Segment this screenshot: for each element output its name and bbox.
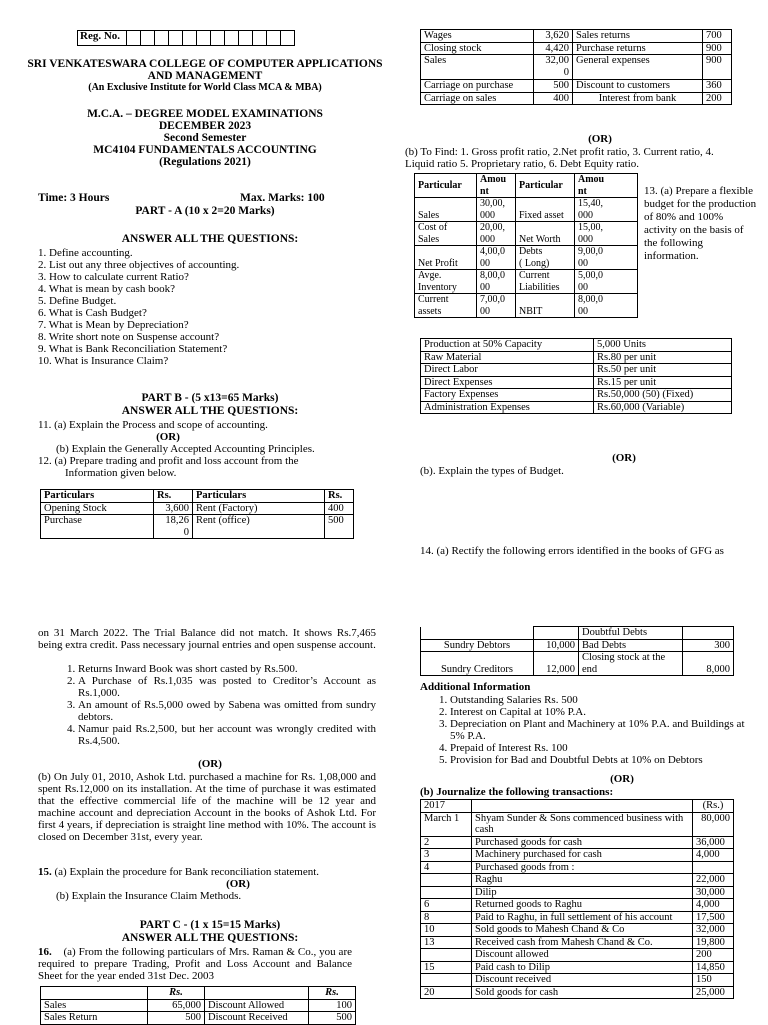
table-cell: Sales bbox=[41, 999, 148, 1012]
table-cell: Rent (Factory) bbox=[193, 502, 325, 515]
table-cell: Interest from bank bbox=[573, 92, 703, 105]
table-row bbox=[421, 800, 734, 813]
table-cell: 5,00,0 00 bbox=[575, 270, 638, 294]
table-cell bbox=[693, 861, 734, 874]
table-cell: Bad Debts bbox=[579, 639, 683, 652]
table-cell bbox=[421, 974, 472, 987]
table-cell: Discount received bbox=[472, 974, 693, 987]
table-cell: 20 bbox=[421, 986, 472, 999]
table-cell: Fixed asset bbox=[516, 198, 575, 222]
table-cell: Cost of Sales bbox=[415, 222, 477, 246]
table-row bbox=[421, 80, 732, 93]
table-row bbox=[41, 999, 356, 1012]
table-cell: 400 bbox=[325, 502, 354, 515]
q11b: (b) Explain the Generally Accepted Accounting Principles. bbox=[56, 443, 315, 455]
col-header: Particular bbox=[516, 174, 575, 198]
table-row bbox=[421, 389, 732, 402]
table-cell: 150 bbox=[693, 974, 734, 987]
table-cell: 200 bbox=[693, 949, 734, 962]
question-item: 6. What is Cash Budget? bbox=[38, 307, 147, 319]
additional-info-title: Additional Information bbox=[420, 681, 531, 693]
table-cell: 100 bbox=[309, 999, 356, 1012]
semester: Second Semester bbox=[163, 132, 247, 144]
trading-table-cont bbox=[420, 29, 732, 105]
table-row bbox=[415, 198, 638, 222]
list-item: 3. Depreciation on Plant and Machinery at 10% P.A. and Buildings at 5% P.A. bbox=[450, 718, 755, 742]
table-cell: 300 bbox=[683, 639, 734, 652]
col-header bbox=[41, 987, 148, 1000]
table-cell bbox=[421, 874, 472, 887]
table-cell: 9,00,0 00 bbox=[575, 246, 638, 270]
q15-number: 15. bbox=[38, 866, 52, 878]
table-cell: 32,000 bbox=[693, 924, 734, 937]
list-item: 1. Outstanding Salaries Rs. 500 bbox=[450, 694, 755, 706]
college-tagline: (An Exclusive Institute for World Class MCA & MBA) bbox=[88, 82, 322, 93]
table-row bbox=[421, 364, 732, 377]
table-row bbox=[415, 270, 638, 294]
list-item: 1. Returns Inward Book was short casted by Rs.500. bbox=[78, 663, 376, 675]
question-item: 10. What is Insurance Claim? bbox=[38, 355, 169, 367]
table-cell: Purchase bbox=[41, 515, 154, 539]
table-cell bbox=[472, 800, 693, 813]
regulations: (Regulations 2021) bbox=[159, 156, 251, 168]
table-cell: Net Profit bbox=[415, 246, 477, 270]
table-cell: Sold goods for cash bbox=[472, 986, 693, 999]
col-header: Particular bbox=[415, 174, 477, 198]
table-row bbox=[421, 961, 734, 974]
table-row bbox=[421, 812, 734, 836]
part-c-title: PART C - (1 x 15=15 Marks) bbox=[139, 919, 281, 931]
college-name: SRI VENKATESWARA COLLEGE OF COMPUTER APPLICATIONS bbox=[27, 58, 383, 70]
q12a-cont: Information given below. bbox=[65, 467, 177, 479]
course-title: MC4104 FUNDAMENTALS ACCOUNTING bbox=[93, 144, 317, 156]
table-cell: Raw Material bbox=[421, 351, 594, 364]
table-row bbox=[421, 949, 734, 962]
question-item: 8. Write short note on Suspense account? bbox=[38, 331, 220, 343]
table-cell bbox=[683, 627, 734, 640]
table-cell: Doubtful Debts bbox=[579, 627, 683, 640]
table-cell: Administration Expenses bbox=[421, 401, 594, 414]
reg-no-label: Reg. No. bbox=[78, 31, 127, 46]
table-cell: Rs.15 per unit bbox=[594, 376, 732, 389]
journal-table bbox=[420, 799, 734, 999]
q13b: (b). Explain the types of Budget. bbox=[420, 465, 564, 477]
table-cell: 8,00,0 00 bbox=[477, 270, 516, 294]
table-cell: Rent (office) bbox=[193, 515, 325, 539]
list-item: 5. Provision for Bad and Doubtful Debts at 10% on Debtors bbox=[450, 754, 755, 766]
table-cell: 700 bbox=[703, 30, 732, 43]
col-header: Rs. bbox=[148, 987, 205, 1000]
table-cell: Debts ( Long) bbox=[516, 246, 575, 270]
ratio-table bbox=[414, 173, 638, 318]
table-cell: NBIT bbox=[516, 294, 575, 318]
part-a-title: PART - A (10 x 2=20 Marks) bbox=[135, 205, 275, 217]
or-label: (OR) bbox=[610, 773, 634, 785]
table-cell: Current Liabilities bbox=[516, 270, 575, 294]
table-cell: 6 bbox=[421, 899, 472, 912]
table-cell: 4,00,0 00 bbox=[477, 246, 516, 270]
table-row bbox=[421, 30, 732, 43]
table-cell: Factory Expenses bbox=[421, 389, 594, 402]
table-row bbox=[41, 502, 354, 515]
table-cell: 10 bbox=[421, 924, 472, 937]
table-cell: 7,00,0 00 bbox=[477, 294, 516, 318]
q15b: (b) Explain the Insurance Claim Methods. bbox=[56, 890, 242, 902]
table-row bbox=[421, 861, 734, 874]
table-cell: Rs.80 per unit bbox=[594, 351, 732, 364]
table-cell: Closing stock at the bbox=[579, 652, 683, 664]
exam-header bbox=[20, 58, 390, 168]
table-cell: Shyam Sunder & Sons commenced business with cash bbox=[472, 812, 693, 836]
table-cell: Dilip bbox=[472, 886, 693, 899]
list-item: 2. Interest on Capital at 10% P.A. bbox=[450, 706, 755, 718]
table-cell: 3,620 bbox=[534, 30, 573, 43]
table-cell bbox=[421, 652, 534, 664]
col-header bbox=[205, 987, 309, 1000]
table-cell: 13 bbox=[421, 936, 472, 949]
table-cell: 400 bbox=[534, 92, 573, 105]
table-cell: 4 bbox=[421, 861, 472, 874]
table-cell: Sales returns bbox=[573, 30, 703, 43]
or-label: (OR) bbox=[612, 452, 636, 464]
table-cell: Direct Expenses bbox=[421, 376, 594, 389]
part-a-instruction: ANSWER ALL THE QUESTIONS: bbox=[121, 233, 299, 245]
table-row bbox=[415, 294, 638, 318]
table-cell: Current assets bbox=[415, 294, 477, 318]
table-cell: 4,420 bbox=[534, 42, 573, 55]
table-cell: 2017 bbox=[421, 800, 472, 813]
question-item: 7. What is Mean by Depreciation? bbox=[38, 319, 189, 331]
table-row bbox=[415, 246, 638, 270]
table-cell: Avge. Inventory bbox=[415, 270, 477, 294]
table-cell: Closing stock bbox=[421, 42, 534, 55]
table-row bbox=[41, 515, 354, 539]
table-row bbox=[421, 351, 732, 364]
q14a-cont: on 31 March 2022. The Trial Balance did not match. It shows Rs.7,465 being extra credit. Pass necessary journal entries and open suspense account. bbox=[38, 627, 376, 651]
budget-table bbox=[420, 338, 732, 414]
part-c-instruction: ANSWER ALL THE QUESTIONS: bbox=[121, 932, 299, 944]
or-label: (OR) bbox=[226, 878, 250, 890]
q16-number: 16. bbox=[38, 946, 52, 958]
question-item: 5. Define Budget. bbox=[38, 295, 117, 307]
college-name-2: AND MANAGEMENT bbox=[147, 70, 263, 82]
table-cell: 30,000 bbox=[693, 886, 734, 899]
table-cell: Rs.50 per unit bbox=[594, 364, 732, 377]
part-a-questions bbox=[38, 247, 378, 367]
table-cell: end bbox=[579, 664, 683, 676]
table-cell: 900 bbox=[703, 55, 732, 80]
table-row bbox=[421, 92, 732, 105]
table-cell: 500 bbox=[325, 515, 354, 539]
table-row bbox=[421, 911, 734, 924]
table-cell: General expenses bbox=[573, 55, 703, 80]
table-cell: Purchase returns bbox=[573, 42, 703, 55]
table-cell bbox=[421, 627, 534, 640]
table-cell: 18,26 0 bbox=[154, 515, 193, 539]
table-cell: 20,00, 000 bbox=[477, 222, 516, 246]
list-item: 3. An amount of Rs.5,000 owed by Sabena was omitted from sundry debtors. bbox=[78, 699, 376, 723]
table-row bbox=[421, 664, 734, 676]
table-cell: (Rs.) bbox=[693, 800, 734, 813]
question-item: 4. What is mean by cash book? bbox=[38, 283, 175, 295]
table-cell: 12,000 bbox=[534, 664, 579, 676]
q16b: (b) Journalize the following transactions: bbox=[420, 786, 614, 798]
question-item: 1. Define accounting. bbox=[38, 247, 133, 259]
or-label: (OR) bbox=[156, 431, 180, 443]
table-row bbox=[421, 924, 734, 937]
question-item: 9. What is Bank Reconciliation Statement? bbox=[38, 343, 228, 355]
table-cell bbox=[421, 949, 472, 962]
table-row bbox=[421, 874, 734, 887]
table-row bbox=[421, 836, 734, 849]
table-cell: 8 bbox=[421, 911, 472, 924]
table-cell: 500 bbox=[309, 1012, 356, 1025]
table-cell bbox=[534, 652, 579, 664]
table-cell: Purchased goods from : bbox=[472, 861, 693, 874]
table-cell: Net Worth bbox=[516, 222, 575, 246]
q14a: 14. (a) Rectify the following errors identified in the books of GFG as bbox=[420, 545, 724, 557]
table-cell: Raghu bbox=[472, 874, 693, 887]
q14-list bbox=[38, 663, 376, 747]
q13a: 13. (a) Prepare a flexible budget for the production of 80% and 100% activity on the basis of the following information. bbox=[644, 185, 757, 262]
q12a: 12. (a) Prepare trading and profit and loss account from the bbox=[38, 455, 299, 467]
table-cell: 32,00 0 bbox=[534, 55, 573, 80]
table-cell: 360 bbox=[703, 80, 732, 93]
table-cell: 500 bbox=[148, 1012, 205, 1025]
table-cell: 500 bbox=[534, 80, 573, 93]
table-cell: Rs.50,000 (50) (Fixed) bbox=[594, 389, 732, 402]
exam-month: DECEMBER 2023 bbox=[158, 120, 252, 132]
table-cell: 30,00, 000 bbox=[477, 198, 516, 222]
table-cell bbox=[534, 627, 579, 640]
table-cell: 10,000 bbox=[534, 639, 579, 652]
q16a-text: (a) From the following particulars of Mrs. Raman & Co., you are required to prepare Trading, Profit and Loss Account and Balance Sheet for the year ended 31st Dec. 2003 bbox=[38, 946, 352, 982]
table-cell: Direct Labor bbox=[421, 364, 594, 377]
table-cell: Machinery purchased for cash bbox=[472, 849, 693, 862]
col-header: Rs. bbox=[325, 490, 354, 503]
table-cell: Discount allowed bbox=[472, 949, 693, 962]
table-row bbox=[421, 886, 734, 899]
col-header: Rs. bbox=[154, 490, 193, 503]
table-cell: 25,000 bbox=[693, 986, 734, 999]
table-row bbox=[421, 42, 732, 55]
or-label: (OR) bbox=[588, 133, 612, 145]
table-cell: Sold goods to Mahesh Chand & Co bbox=[472, 924, 693, 937]
list-item: 2. A Purchase of Rs.1,035 was posted to Creditor’s Account as Rs.1,000. bbox=[78, 675, 376, 699]
table-cell: 200 bbox=[703, 92, 732, 105]
table-cell bbox=[683, 652, 734, 664]
table-row bbox=[421, 376, 732, 389]
table-cell: 900 bbox=[703, 42, 732, 55]
table-cell: Sales bbox=[415, 198, 477, 222]
table-cell: 3 bbox=[421, 849, 472, 862]
table-cell bbox=[421, 886, 472, 899]
col-header: Amou nt bbox=[575, 174, 638, 198]
table-row bbox=[421, 936, 734, 949]
table-row bbox=[415, 222, 638, 246]
table16-cont bbox=[420, 626, 734, 676]
table-cell: 4,000 bbox=[693, 849, 734, 862]
table-cell: 22,000 bbox=[693, 874, 734, 887]
table-cell: 19,800 bbox=[693, 936, 734, 949]
additional-info-list bbox=[420, 694, 755, 766]
table-cell: 15,40, 000 bbox=[575, 198, 638, 222]
or-label: (OR) bbox=[198, 758, 222, 770]
table-cell: Paid to Raghu, in full settlement of his account bbox=[472, 911, 693, 924]
max-marks-label: Max. Marks: 100 bbox=[240, 192, 325, 204]
table-cell: Purchased goods for cash bbox=[472, 836, 693, 849]
table-cell: 15,00, 000 bbox=[575, 222, 638, 246]
q11a: 11. (a) Explain the Process and scope of accounting. bbox=[38, 419, 268, 431]
table-cell: Received cash from Mahesh Chand & Co. bbox=[472, 936, 693, 949]
table-cell: Rs.60,000 (Variable) bbox=[594, 401, 732, 414]
table-cell: 14,850 bbox=[693, 961, 734, 974]
col-header: Particulars bbox=[193, 490, 325, 503]
question-item: 3. How to calculate current Ratio? bbox=[38, 271, 189, 283]
table-cell: 3,600 bbox=[154, 502, 193, 515]
table-cell: Discount Received bbox=[205, 1012, 309, 1025]
question-item: 2. List out any three objectives of accounting. bbox=[38, 259, 240, 271]
table-row bbox=[421, 986, 734, 999]
table-cell: 17,500 bbox=[693, 911, 734, 924]
table16 bbox=[40, 986, 356, 1025]
col-header: Rs. bbox=[309, 987, 356, 1000]
q16a bbox=[38, 946, 352, 982]
table-cell: Sundry Debtors bbox=[421, 639, 534, 652]
table-cell: Paid cash to Dilip bbox=[472, 961, 693, 974]
table-row bbox=[421, 339, 732, 352]
table-cell: 2 bbox=[421, 836, 472, 849]
col-header: Amou nt bbox=[477, 174, 516, 198]
table-cell: 36,000 bbox=[693, 836, 734, 849]
table-cell: 80,000 bbox=[693, 812, 734, 836]
table-cell: Sales Return bbox=[41, 1012, 148, 1025]
exam-title: M.C.A. – DEGREE MODEL EXAMINATIONS bbox=[87, 108, 323, 120]
list-item: 4. Namur paid Rs.2,500, but her account was wrongly credited with Rs.4,500. bbox=[78, 723, 376, 747]
table-cell: 15 bbox=[421, 961, 472, 974]
table-row bbox=[421, 55, 732, 80]
table-cell: Discount Allowed bbox=[205, 999, 309, 1012]
table-cell: 8,00,0 00 bbox=[575, 294, 638, 318]
trading-table-top bbox=[40, 489, 354, 539]
table-cell: 5,000 Units bbox=[594, 339, 732, 352]
table-row bbox=[421, 639, 734, 652]
q15 bbox=[38, 866, 378, 902]
table-row bbox=[421, 627, 734, 640]
table-row bbox=[421, 401, 732, 414]
table-row bbox=[421, 652, 734, 664]
table-cell: Opening Stock bbox=[41, 502, 154, 515]
time-label: Time: 3 Hours bbox=[38, 192, 110, 204]
table-cell: 4,000 bbox=[693, 899, 734, 912]
table-cell: Returned goods to Raghu bbox=[472, 899, 693, 912]
reg-no-box bbox=[77, 30, 295, 46]
table-row bbox=[421, 899, 734, 912]
table-cell: 65,000 bbox=[148, 999, 205, 1012]
table-row bbox=[41, 1012, 356, 1025]
table-cell: Sales bbox=[421, 55, 534, 80]
table-cell: Wages bbox=[421, 30, 534, 43]
q14b: (b) On July 01, 2010, Ashok Ltd. purchased a machine for Rs. 1,08,000 and spent Rs.12,000 on its installation. At the time of purchase it was estimated that the effective commercial life of the machine will be 12 year and machine account and depreciation Account in the books of Ashok Ltd. For first 4 years, if depreciation is straight line method with 10%. The account is closed on December 31st, every year. bbox=[38, 771, 376, 843]
table-cell: Production at 50% Capacity bbox=[421, 339, 594, 352]
q15a: (a) Explain the procedure for Bank reconciliation statement. bbox=[54, 866, 320, 878]
col-header: Particulars bbox=[41, 490, 154, 503]
q11 bbox=[38, 419, 378, 479]
part-b-instruction: ANSWER ALL THE QUESTIONS: bbox=[121, 405, 299, 417]
table-cell: March 1 bbox=[421, 812, 472, 836]
table-cell: Carriage on purchase bbox=[421, 80, 534, 93]
part-b-title: PART B - (5 x13=65 Marks) bbox=[141, 392, 279, 404]
table-cell: 8,000 bbox=[683, 664, 734, 676]
q12b: (b) To Find: 1. Gross profit ratio, 2.Net profit ratio, 3. Current ratio, 4. Liquid ratio 5. Proprietary ratio, 6. Debt Equity ratio. bbox=[405, 146, 714, 170]
table-row bbox=[421, 974, 734, 987]
table-cell: Sundry Creditors bbox=[421, 664, 534, 676]
table-cell: Discount to customers bbox=[573, 80, 703, 93]
table-cell: Carriage on sales bbox=[421, 92, 534, 105]
table-row bbox=[421, 849, 734, 862]
list-item: 4. Prepaid of Interest Rs. 100 bbox=[450, 742, 755, 754]
